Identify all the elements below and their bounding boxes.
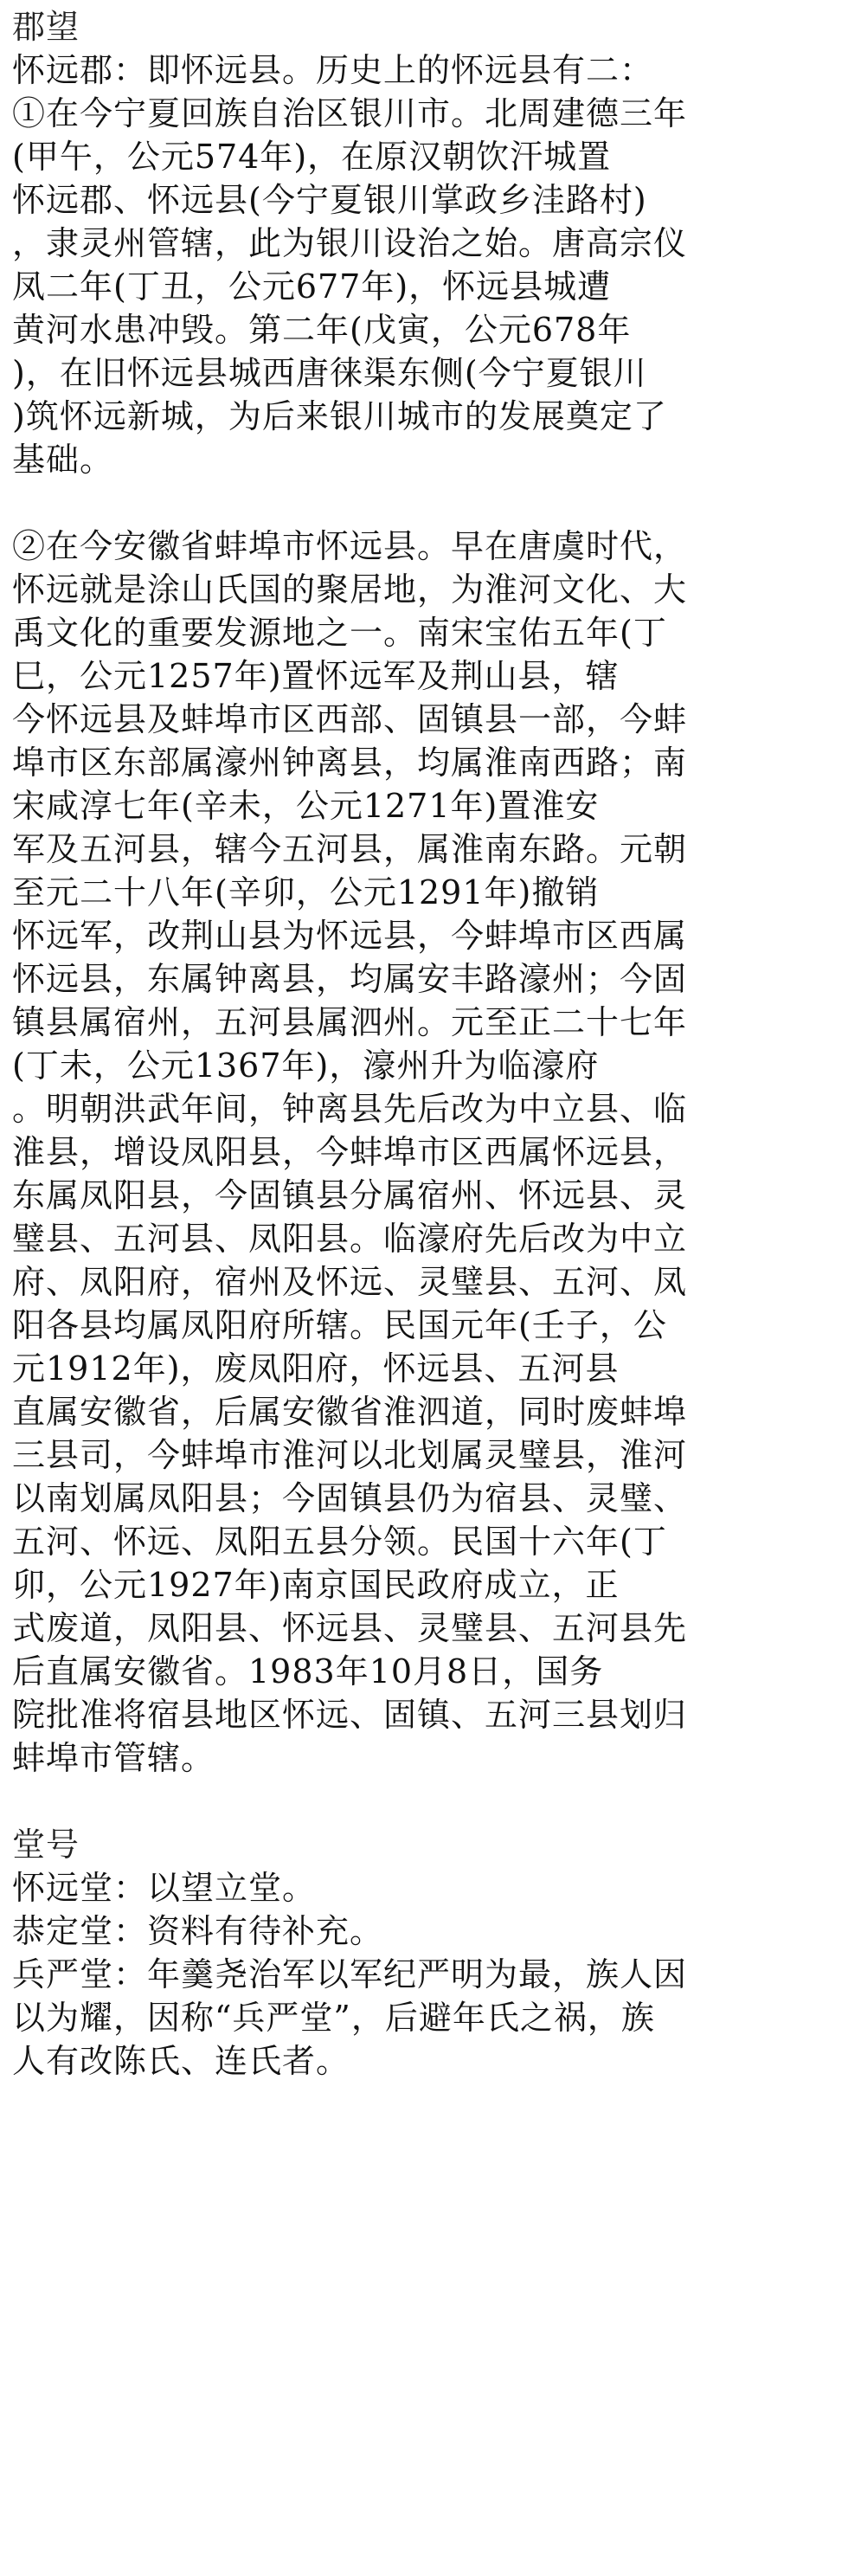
- anhui-line: 怀远军，改荆山县为怀远县，今蚌埠市区西属: [12, 917, 688, 955]
- anhui-line: 元1912年)，废凤阳府，怀远县、五河县: [12, 1349, 620, 1388]
- prefecture-line: 黄河水患冲毁。第二年(戊寅，公元678年: [12, 311, 632, 349]
- anhui-line: 宋咸淳七年(辛未，公元1271年)置淮安: [12, 787, 600, 825]
- anhui-line: 后直属安徽省。1983年10月8日，国务: [12, 1652, 604, 1690]
- hall-line: 以为耀，因称“兵严堂”，后避年氏之祸，族: [12, 1999, 655, 2037]
- anhui-line: 。明朝洪武年间，钟离县先后改为中立县、临: [12, 1090, 688, 1128]
- prefecture-line: ，隶灵州管辖，此为银川设治之始。唐高宗仪: [12, 224, 688, 262]
- anhui-line: 璧县、五河县、凤阳县。临濠府先后改为中立: [12, 1220, 688, 1258]
- paragraph-spacer: [12, 481, 836, 525]
- anhui-line: 三县司，今蚌埠市淮河以北划属灵璧县，淮河: [12, 1436, 688, 1474]
- prefecture-line: )，在旧怀远县城西唐徕渠东侧(今宁夏银川: [12, 354, 647, 392]
- anhui-line: 蚌埠市管辖。: [12, 1739, 215, 1777]
- anhui-line: 式废道，凤阳县、怀远县、灵璧县、五河县先: [12, 1609, 688, 1647]
- prefecture-line: (甲午，公元574年)，在原汉朝饮汗城置: [12, 138, 612, 176]
- hall-line: 恭定堂：资料有待补充。: [12, 1912, 384, 1950]
- prefecture-heading: 郡望: [12, 8, 80, 46]
- anhui-line: 以南划属凤阳县；今固镇县仍为宿县、灵璧、: [12, 1479, 688, 1517]
- anhui-line: 镇县属宿州，五河县属泗州。元至正二十七年: [12, 1003, 688, 1041]
- anhui-line: 直属安徽省，后属安徽省淮泗道，同时废蚌埠: [12, 1393, 688, 1431]
- anhui-line: 怀远就是涂山氏国的聚居地，为淮河文化、大: [12, 570, 688, 609]
- anhui-line: 东属凤阳县，今固镇县分属宿州、怀远县、灵: [12, 1176, 688, 1214]
- prefecture-line: 怀远郡、怀远县(今宁夏银川掌政乡洼路村): [12, 181, 647, 219]
- anhui-line: ②在今安徽省蚌埠市怀远县。早在唐虞时代，: [12, 527, 688, 565]
- anhui-line: 今怀远县及蚌埠市区西部、固镇县一部，今蚌: [12, 700, 688, 738]
- anhui-line: 军及五河县，辖今五河县，属淮南东路。元朝: [12, 830, 688, 868]
- halls-heading: 堂号: [12, 1826, 80, 1864]
- anhui-line: 至元二十八年(辛卯，公元1291年)撤销: [12, 873, 600, 911]
- anhui-line: 卯，公元1927年)南京国民政府成立，正: [12, 1566, 620, 1604]
- prefecture-line: 怀远郡：即怀远县。历史上的怀远县有二：: [12, 51, 654, 89]
- prefecture-line: )筑怀远新城，为后来银川城市的发展奠定了: [12, 397, 667, 435]
- hall-line: 兵严堂：年羹尧治军以军纪严明为最，族人因: [12, 1955, 688, 1993]
- anhui-line: 禹文化的重要发源地之一。南宋宝佑五年(丁: [12, 614, 667, 652]
- prefecture-line: ①在今宁夏回族自治区银川市。北周建德三年: [12, 94, 688, 132]
- anhui-line: 巳，公元1257年)置怀远军及荆山县，辖: [12, 657, 620, 695]
- anhui-line: 五河、怀远、凤阳五县分领。民国十六年(丁: [12, 1523, 667, 1561]
- anhui-line: 府、凤阳府，宿州及怀远、灵璧县、五河、凤: [12, 1263, 688, 1301]
- anhui-line: 埠市区东部属濠州钟离县，均属淮南西路；南: [12, 744, 688, 782]
- anhui-line: 阳各县均属凤阳府所辖。民国元年(壬子，公: [12, 1306, 667, 1344]
- anhui-line: 怀远县，东属钟离县，均属安丰路濠州；今固: [12, 960, 688, 998]
- prefecture-line: 凤二年(丁丑，公元677年)，怀远县城遭: [12, 267, 612, 306]
- anhui-line: (丁未，公元1367年)，濠州升为临濠府: [12, 1046, 600, 1085]
- hall-line: 人有改陈氏、连氏者。: [12, 2042, 350, 2080]
- anhui-line: 院批准将宿县地区怀远、固镇、五河三县划归: [12, 1696, 688, 1734]
- prefecture-line: 基础。: [12, 441, 114, 479]
- anhui-line: 淮县，增设凤阳县，今蚌埠市区西属怀远县，: [12, 1133, 688, 1171]
- paragraph-spacer: [12, 1780, 836, 1823]
- hall-line: 怀远堂：以望立堂。: [12, 1869, 317, 1907]
